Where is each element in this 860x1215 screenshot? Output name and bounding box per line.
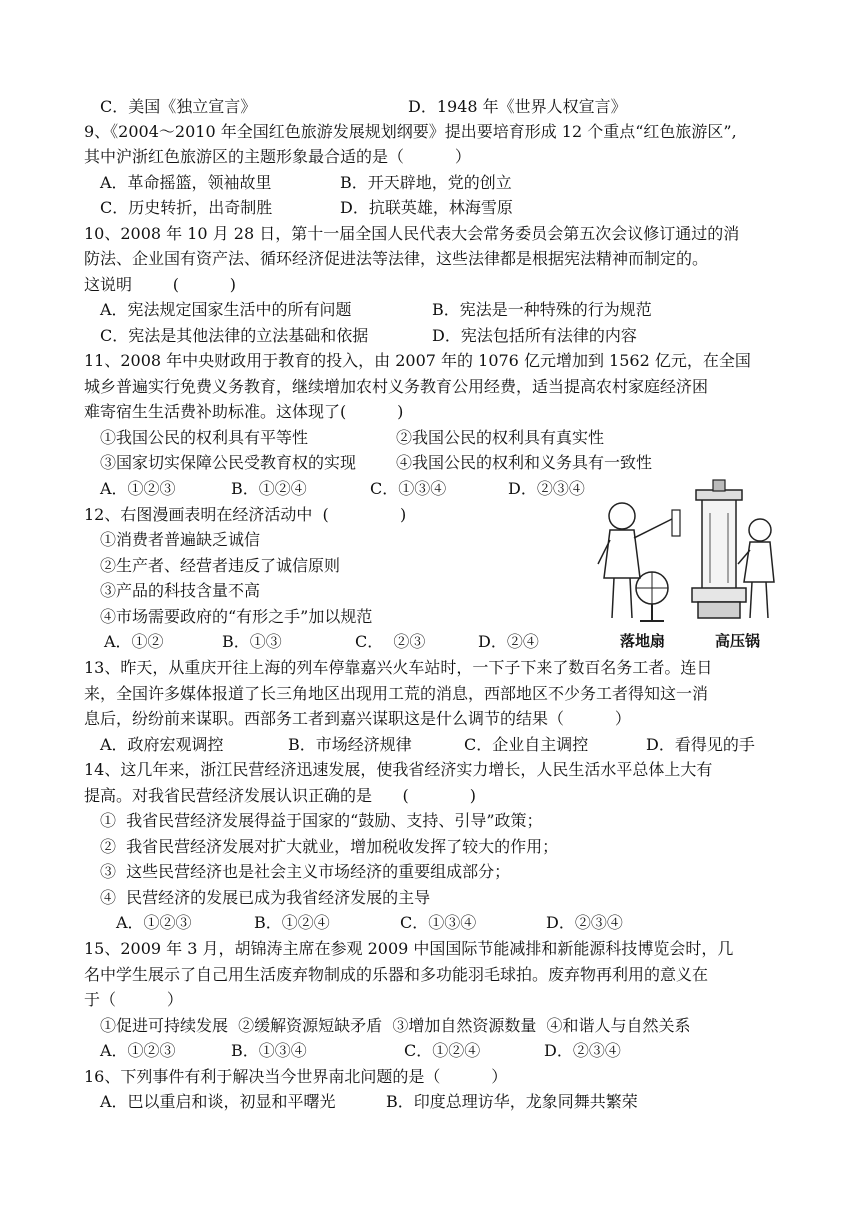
q11-option-d: D．②③④ (508, 479, 585, 498)
cartoon-drawing (592, 478, 777, 628)
q8-option-c: C．美国《独立宣言》 (100, 97, 257, 116)
q13-stem-line1: 13、昨天，从重庆开往上海的列车停靠嘉兴火车站时，一下子下来了数百名务工者。连日 (84, 658, 713, 677)
q15-stem-line1: 15、2009 年 3 月，胡锦涛主席在参观 2009 中国国际节能减排和新能源科技博览会时，几 (84, 939, 734, 958)
q10-option-b: B．宪法是一种特殊的行为规范 (432, 300, 652, 319)
q11-item-4: ④我国公民的权利和义务具有一致性 (396, 453, 653, 472)
q14-option-c: C．①③④ (400, 913, 477, 932)
q9-option-c: C．历史转折，出奇制胜 (100, 198, 273, 217)
q14-option-a: A．①②③ (116, 913, 192, 932)
q14-option-d: D．②③④ (546, 913, 623, 932)
cartoon-caption-fan: 落地扇 (620, 632, 666, 650)
q13-stem-line3: 息后，纷纷前来谋职。西部务工者到嘉兴谋职这是什么调节的结果（ ） (84, 709, 631, 728)
q16-option-a: A．巴以重启和谈，初显和平曙光 (100, 1092, 336, 1111)
q10-stem-line1: 10、2008 年 10 月 28 日，第十一届全国人民代表大会常务委员会第五次会议修订通过的消 (84, 224, 740, 243)
q12-item-2: ②生产者、经营者违反了诚信原则 (100, 556, 341, 575)
q14-option-b: B．①②④ (254, 913, 330, 932)
q14-item-3: ③ 这些民营经济也是社会主义市场经济的重要组成部分； (100, 862, 511, 881)
q11-option-a: A．①②③ (100, 479, 176, 498)
q15-option-d: D．②③④ (544, 1041, 621, 1060)
q9-stem-line2: 其中沪浙红色旅游区的主题形象最合适的是（ ） (84, 147, 471, 166)
q15-stem-line2: 名中学生展示了自己用生活废弃物制成的乐器和多功能羽毛球拍。废弃物再利用的意义在 (84, 965, 709, 984)
q9-stem-line1: 9、《2004～2010 年全国红色旅游发展规划纲要》提出要培育形成 12 个重点“红色旅游区”, (84, 122, 737, 141)
q13-option-d: D．看得见的手 (646, 735, 755, 754)
q16-option-b: B．印度总理访华，龙象同舞共繁荣 (386, 1092, 638, 1111)
q14-stem-line2: 提高。对我省民营经济发展认识正确的是 ( ) (84, 786, 477, 805)
q10-stem-line3: 这说明 ( ) (84, 275, 237, 294)
q11-option-c: C．①③④ (370, 479, 447, 498)
q12-option-c: C． ②③ (355, 632, 426, 651)
q12-item-1: ①消费者普遍缺乏诚信 (100, 530, 261, 549)
q10-option-d: D．宪法包括所有法律的内容 (432, 326, 637, 345)
q9-option-d: D．抗联英雄，林海雪原 (340, 198, 513, 217)
q14-item-2: ② 我省民营经济发展对扩大就业，增加税收发挥了较大的作用； (100, 837, 559, 856)
q13-option-c: C．企业自主调控 (464, 735, 589, 754)
q11-stem-line1: 11、2008 年中央财政用于教育的投入，由 2007 年的 1076 亿元增加到 1562 亿元，在全国 (84, 351, 751, 370)
q11-item-3: ③国家切实保障公民受教育权的实现 (100, 453, 357, 472)
q11-item-1: ①我国公民的权利具有平等性 (100, 428, 309, 447)
q12-stem: 12、右图漫画表明在经济活动中 ( ) (84, 505, 407, 524)
q15-items: ①促进可持续发展 ②缓解资源短缺矛盾 ③增加自然资源数量 ④和谐人与自然关系 (100, 1016, 691, 1035)
cartoon-caption-cooker: 高压锅 (715, 632, 761, 650)
q15-option-a: A．①②③ (100, 1041, 176, 1060)
q13-option-a: A．政府宏观调控 (100, 735, 224, 754)
q13-stem-line2: 来，全国许多媒体报道了长三角地区出现用工荒的消息，西部地区不少务工者得知这一消 (84, 684, 709, 703)
q11-stem-line2: 城乡普遍实行免费义务教育，继续增加农村义务教育公用经费，适当提高农村家庭经济困 (84, 377, 709, 396)
q14-item-4: ④ 民营经济的发展已成为我省经济发展的主导 (100, 888, 431, 907)
q11-stem-line3: 难寄宿生生活费补助标准。这体现了( ) (84, 402, 404, 421)
q11-item-2: ②我国公民的权利具有真实性 (396, 428, 605, 447)
q14-item-1: ① 我省民营经济发展得益于国家的“鼓励、支持、引导”政策； (100, 811, 543, 830)
q12-item-4: ④市场需要政府的“有形之手”加以规范 (100, 607, 373, 626)
q12-item-3: ③产品的科技含量不高 (100, 581, 261, 600)
q9-option-b: B．开天辟地，党的创立 (340, 173, 512, 192)
q16-stem: 16、下列事件有利于解决当今世界南北问题的是（ ） (84, 1067, 508, 1086)
q15-stem-line3: 于（ ） (84, 990, 183, 1009)
q14-stem-line1: 14、这几年来，浙江民营经济迅速发展，使我省经济实力增长，人民生活水平总体上大有 (84, 760, 713, 779)
q10-stem-line2: 防法、企业国有资产法、循环经济促进法等法律，这些法律都是根据宪法精神而制定的。 (84, 249, 709, 268)
q10-option-a: A．宪法规定国家生活中的所有问题 (100, 300, 352, 319)
q13-option-b: B．市场经济规律 (288, 735, 412, 754)
q9-option-a: A．革命摇篮，领袖故里 (100, 173, 272, 192)
q12-option-b: B．①③ (222, 632, 282, 651)
q8-option-d: D．1948 年《世界人权宣言》 (408, 97, 627, 116)
q12-option-d: D．②④ (478, 632, 539, 651)
q12-cartoon (592, 478, 777, 653)
q10-option-c: C．宪法是其他法律的立法基础和依据 (100, 326, 369, 345)
q15-option-c: C．①②④ (404, 1041, 481, 1060)
q15-option-b: B．①③④ (231, 1041, 307, 1060)
q12-option-a: A．①② (104, 632, 164, 651)
q11-option-b: B．①②④ (231, 479, 307, 498)
